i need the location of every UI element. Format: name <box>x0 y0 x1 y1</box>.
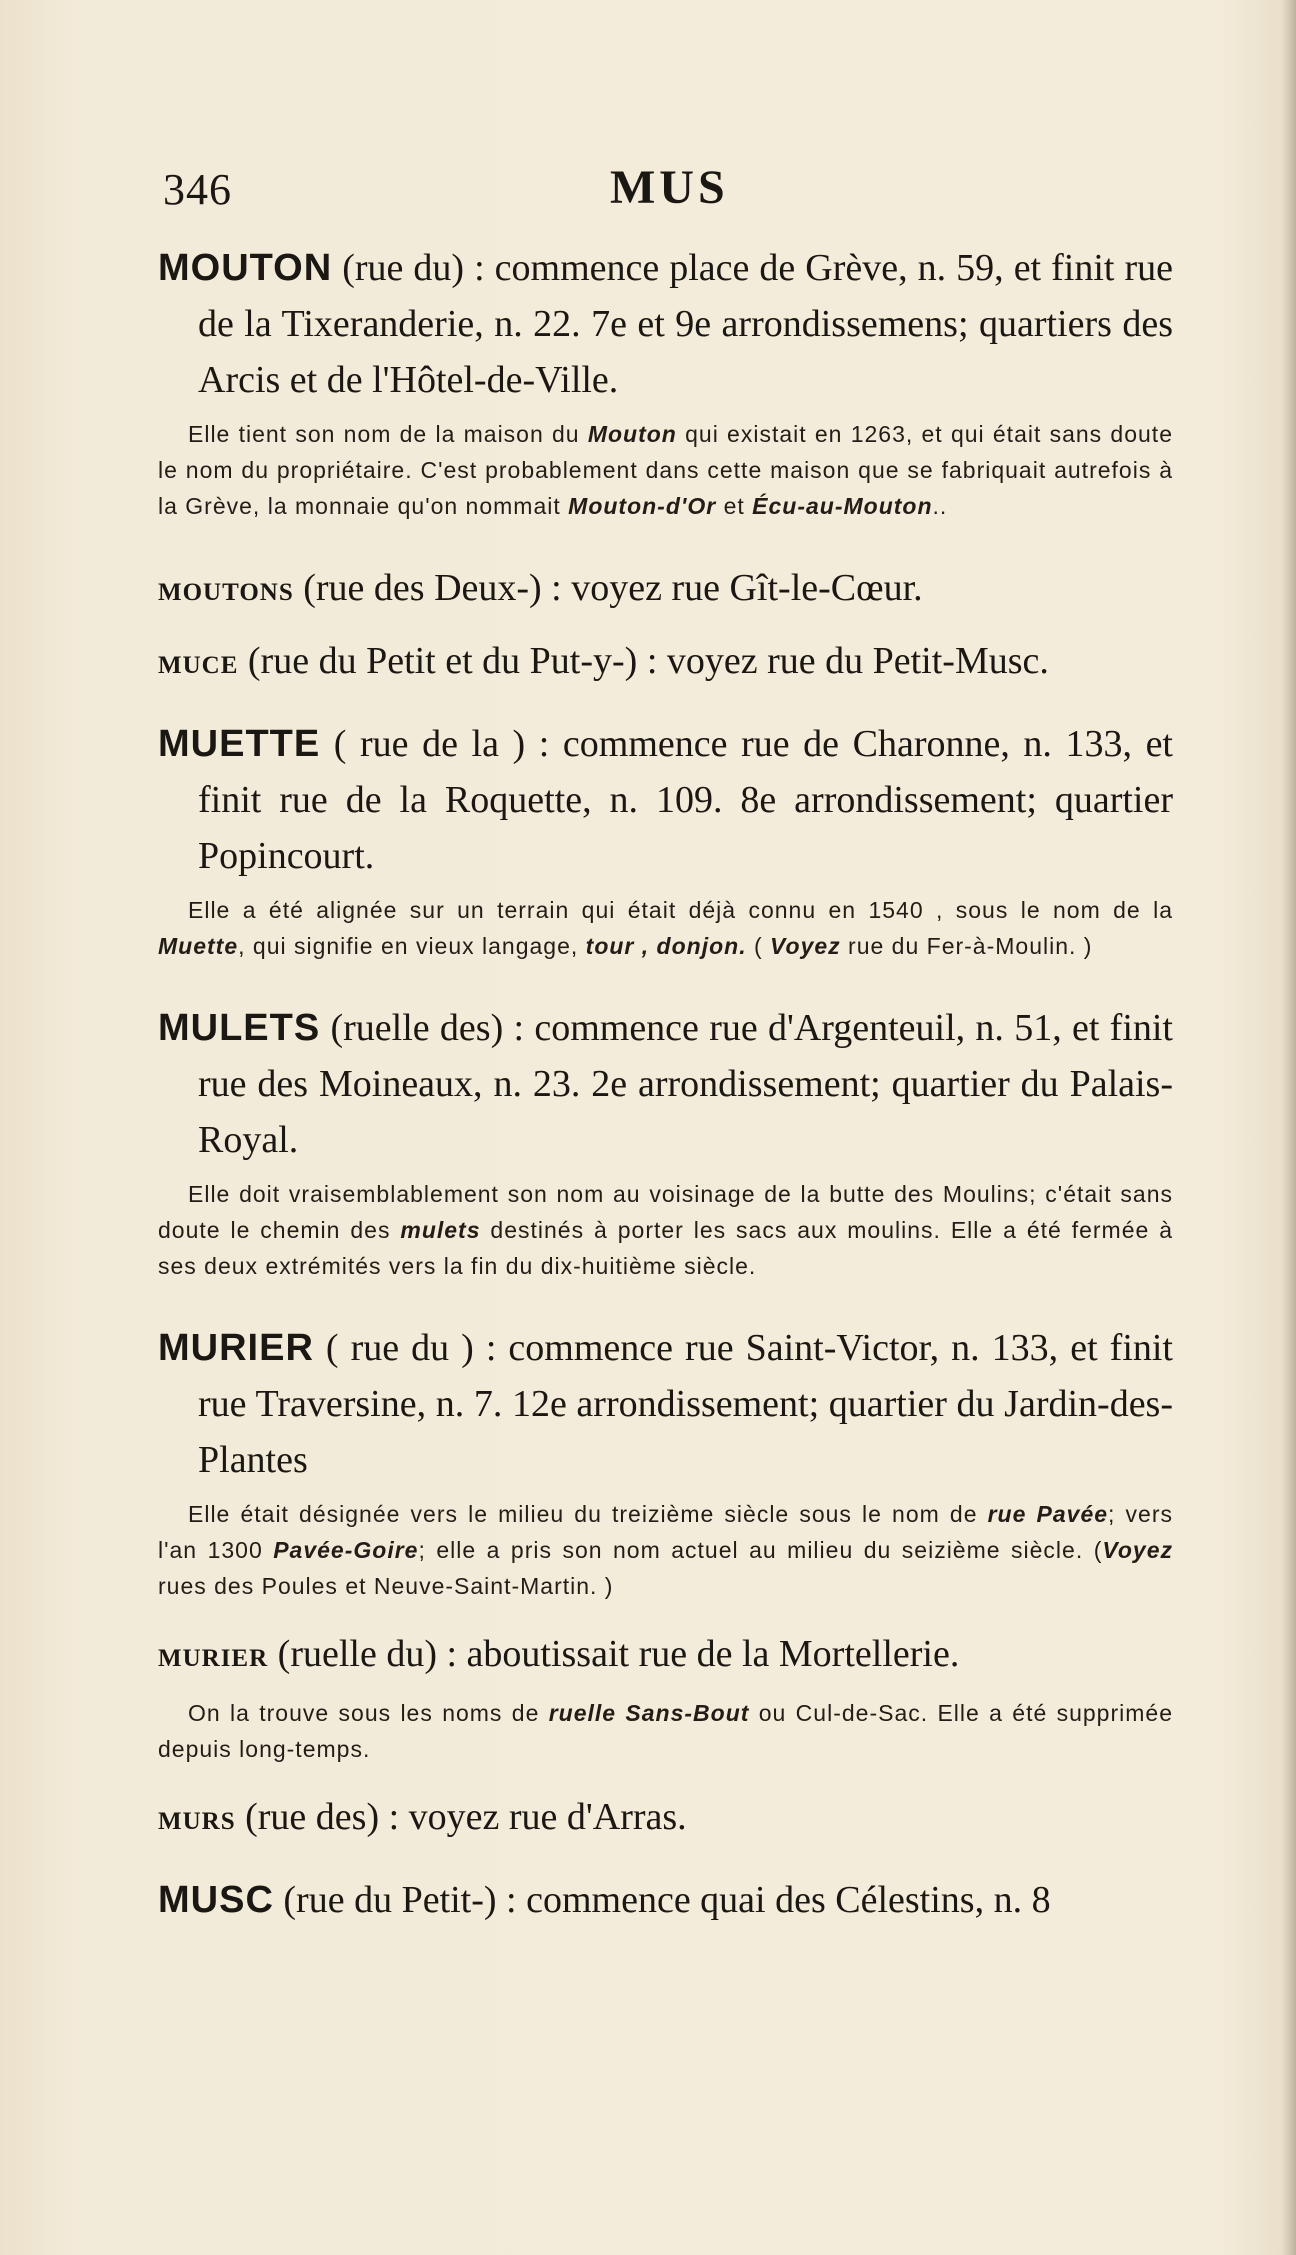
spacer <box>158 1284 1173 1320</box>
note-text: ; elle a pris son nom actuel au milieu du seizième siècle. ( <box>418 1537 1103 1563</box>
entry-headword: MURIER <box>158 1327 314 1369</box>
entry-murier-rue <box>158 1320 1173 1604</box>
spacer <box>158 1767 1173 1789</box>
entry-description: (rue des Deux-) : voyez rue Gît-le-Cœur. <box>293 567 923 609</box>
page-number: 346 <box>163 165 232 214</box>
note-emphasis: Muette <box>158 933 239 959</box>
note-emphasis: Mouton <box>587 421 677 447</box>
spacer <box>158 694 1173 716</box>
entry-note <box>158 1496 1173 1604</box>
note-emphasis: Voyez <box>1102 1537 1173 1563</box>
entry-headword: MUCE <box>158 652 239 679</box>
entry-description: ( rue du ) : commence rue Saint-Victor, n. 133, et finit rue Traversine, n. 7. 12e arrondissement; quartier du Jardin-des-Plantes <box>198 1327 1173 1481</box>
entry-musc <box>158 1872 1173 1928</box>
note-text: Elle était désignée vers le milieu du treizième siècle sous le nom de <box>188 1501 988 1527</box>
entry-description: (rue du Petit et du Put-y-) : voyez rue du Petit-Musc. <box>238 640 1049 682</box>
note-text: Elle a été alignée sur un terrain qui était déjà connu en 1540 , sous le nom de la <box>188 897 1173 923</box>
entry-main-text <box>158 1789 1173 1850</box>
note-text: ( <box>746 933 771 959</box>
entry-note <box>158 416 1173 524</box>
entry-note <box>158 1695 1173 1767</box>
note-text: destinés à porter les sacs aux moulins. Elle a été fermée à ses deux extrémités vers la fin du dix-huitième siècle. <box>158 1217 1173 1279</box>
note-emphasis: tour , donjon. <box>585 933 747 959</box>
note-text: et <box>716 493 753 519</box>
spacer <box>158 1850 1173 1872</box>
entry-headword: MOUTONS <box>158 579 294 606</box>
entry-main-text <box>158 560 1173 621</box>
entry-main-text <box>158 633 1173 694</box>
note-text: rues des Poules et Neuve-Saint-Martin. ) <box>158 1573 614 1599</box>
entry-headword: MUETTE <box>158 723 321 765</box>
entry-description: (rue du) : commence place de Grève, n. 59, et finit rue de la Tixeranderie, n. 22. 7e et 9e arrondissemens; quartiers des Arcis et de l'Hôtel-de-Ville. <box>198 247 1173 401</box>
note-text: Elle tient son nom de la maison du <box>188 421 588 447</box>
note-text: Elle doit vraisemblablement son nom au voisinage de la butte des Moulins; c'était sans doute le chemin des <box>158 1181 1173 1243</box>
entry-headword: MURIER <box>158 1645 269 1672</box>
entry-description: (rue du Petit-) : commence quai des Célestins, n. 8 <box>273 1879 1051 1921</box>
entry-description: (ruelle des) : commence rue d'Argenteuil, n. 51, et finit rue des Moineaux, n. 23. 2e arrondissement; quartier du Palais-Royal. <box>198 1007 1173 1161</box>
entry-main-text <box>158 240 1173 408</box>
entry-headword: MULETS <box>158 1007 321 1049</box>
entry-muette <box>158 716 1173 964</box>
entry-murier-ruelle <box>158 1626 1173 1767</box>
entry-mouton <box>158 240 1173 524</box>
entry-moutons <box>158 560 1173 621</box>
page-edge-shadow <box>1282 0 1296 2255</box>
spacer <box>158 964 1173 1000</box>
entry-note <box>158 1176 1173 1284</box>
note-emphasis: Mouton-d'Or <box>568 493 717 519</box>
note-text: ou Cul-de-Sac. Elle a été supprimée depuis long-temps. <box>158 1700 1173 1762</box>
entry-murs <box>158 1789 1173 1850</box>
note-emphasis: mulets <box>400 1217 481 1243</box>
entry-description: (rue des) : voyez rue d'Arras. <box>235 1796 687 1838</box>
entry-mulets <box>158 1000 1173 1284</box>
note-text: qui existait en 1263, et qui était sans doute le nom du propriétaire. C'est probablement dans cette maison que se fabriquait autrefois à la Grève, la monnaie qu'on nommait <box>158 421 1173 519</box>
spacer <box>158 621 1173 633</box>
page-header <box>0 160 1296 220</box>
note-emphasis: Voyez <box>770 933 841 959</box>
dictionary-content <box>158 240 1173 1928</box>
spacer <box>158 524 1173 560</box>
entry-main-text <box>158 1626 1173 1687</box>
entry-main-text <box>158 1872 1173 1928</box>
note-text: , qui signifie en vieux langage, <box>238 933 586 959</box>
note-text: rue du Fer-à-Moulin. ) <box>840 933 1093 959</box>
entry-muce <box>158 633 1173 694</box>
note-text: On la trouve sous les noms de <box>188 1700 549 1726</box>
spacer <box>158 1604 1173 1626</box>
entry-description: ( rue de la ) : commence rue de Charonne, n. 133, et finit rue de la Roquette, n. 109. 8e arrondissement; quartier Popincourt. <box>198 723 1173 877</box>
note-emphasis: Écu-au-Mouton <box>752 493 933 519</box>
note-emphasis: Pavée-Goire <box>273 1537 419 1563</box>
note-emphasis: rue Pavée <box>987 1501 1109 1527</box>
entry-headword: MOUTON <box>158 247 333 289</box>
entry-main-text <box>158 1000 1173 1168</box>
entry-main-text <box>158 1320 1173 1488</box>
entry-note <box>158 892 1173 964</box>
entry-headword: MUSC <box>158 1879 274 1921</box>
running-head: MUS <box>610 161 729 214</box>
note-text: ; vers l'an 1300 <box>158 1501 1173 1563</box>
entry-description: (ruelle du) : aboutissait rue de la Mortellerie. <box>268 1633 960 1675</box>
entry-main-text <box>158 716 1173 884</box>
entry-headword: MURS <box>158 1808 236 1835</box>
note-text: .. <box>932 493 948 519</box>
note-emphasis: ruelle Sans-Bout <box>548 1700 750 1726</box>
